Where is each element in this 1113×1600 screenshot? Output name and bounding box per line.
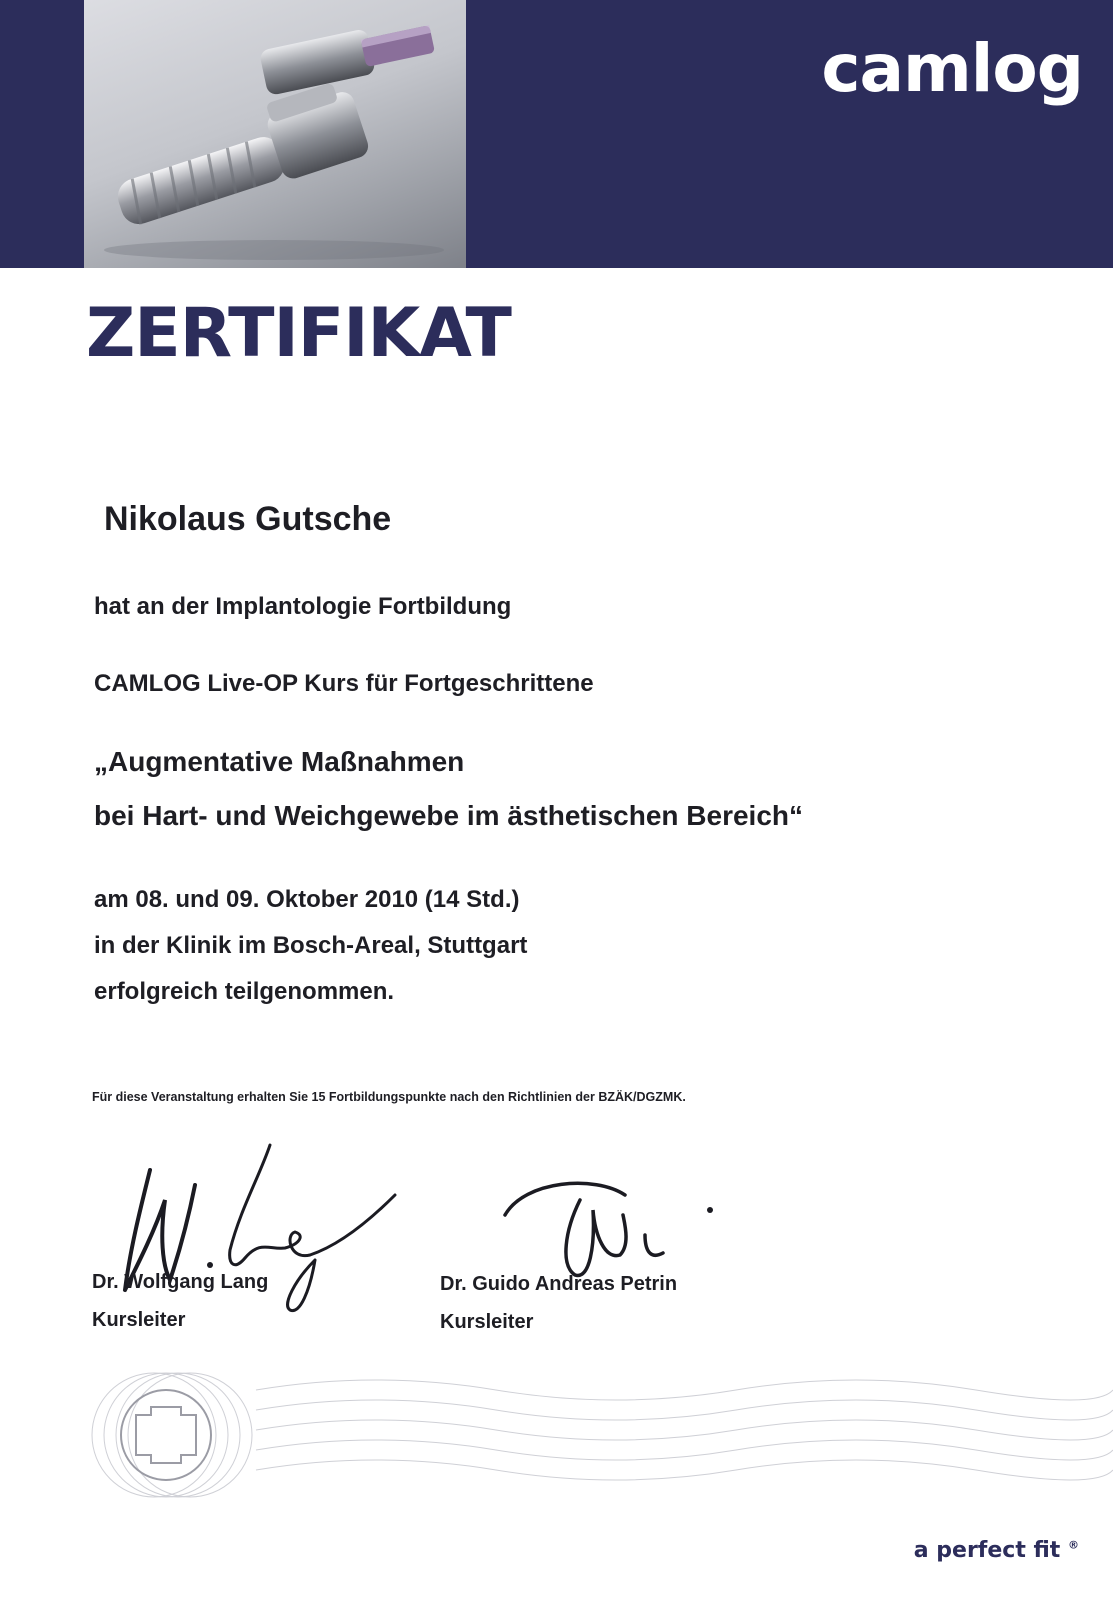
header-banner: [0, 0, 1113, 268]
signatory-1: [92, 1270, 268, 1332]
camlog-seal-icon: [121, 1390, 211, 1480]
topic-line-2: bei Hart- und Weichgewebe im ästhetischen Bereich“: [94, 800, 803, 831]
date-line: am 08. und 09. Oktober 2010 (14 Std.): [94, 886, 520, 913]
camlog-logo: camlog: [821, 30, 1083, 107]
certificate-title: ZERTIFIKAT: [86, 294, 511, 373]
signatory-1-role: Kursleiter: [92, 1309, 186, 1331]
security-pattern: [76, 1370, 1113, 1500]
course-name: CAMLOG Live-OP Kurs für Fortgeschrittene: [94, 670, 594, 697]
implant-icon: [84, 0, 466, 268]
closing-line: erfolgreich teilgenommen.: [94, 978, 395, 1005]
signatory-2: [440, 1272, 677, 1334]
signatory-2-name: Dr. Guido Andreas Petrin: [440, 1273, 678, 1295]
recipient-name: Nikolaus Gutsche: [104, 500, 392, 538]
signatory-2-role: Kursleiter: [440, 1311, 534, 1333]
credits-note: Für diese Veranstaltung erhalten Sie 15 Fortbildungspunkte nach den Richtlinien der BZÄK/DGZMK.: [92, 1090, 686, 1104]
intro-line: hat an der Implantologie Fortbildung: [94, 593, 512, 620]
tagline-text: a perfect fit: [913, 1538, 1061, 1563]
topic-line-1: „Augmentative Maßnahmen: [94, 746, 465, 777]
tagline: [914, 1538, 1079, 1563]
signatory-1-name: Dr. Wolfgang Lang: [92, 1271, 269, 1293]
registered-mark: ®: [1068, 1538, 1079, 1552]
dental-implant-photo: [84, 0, 466, 268]
location-line: in der Klinik im Bosch-Areal, Stuttgart: [94, 932, 528, 959]
